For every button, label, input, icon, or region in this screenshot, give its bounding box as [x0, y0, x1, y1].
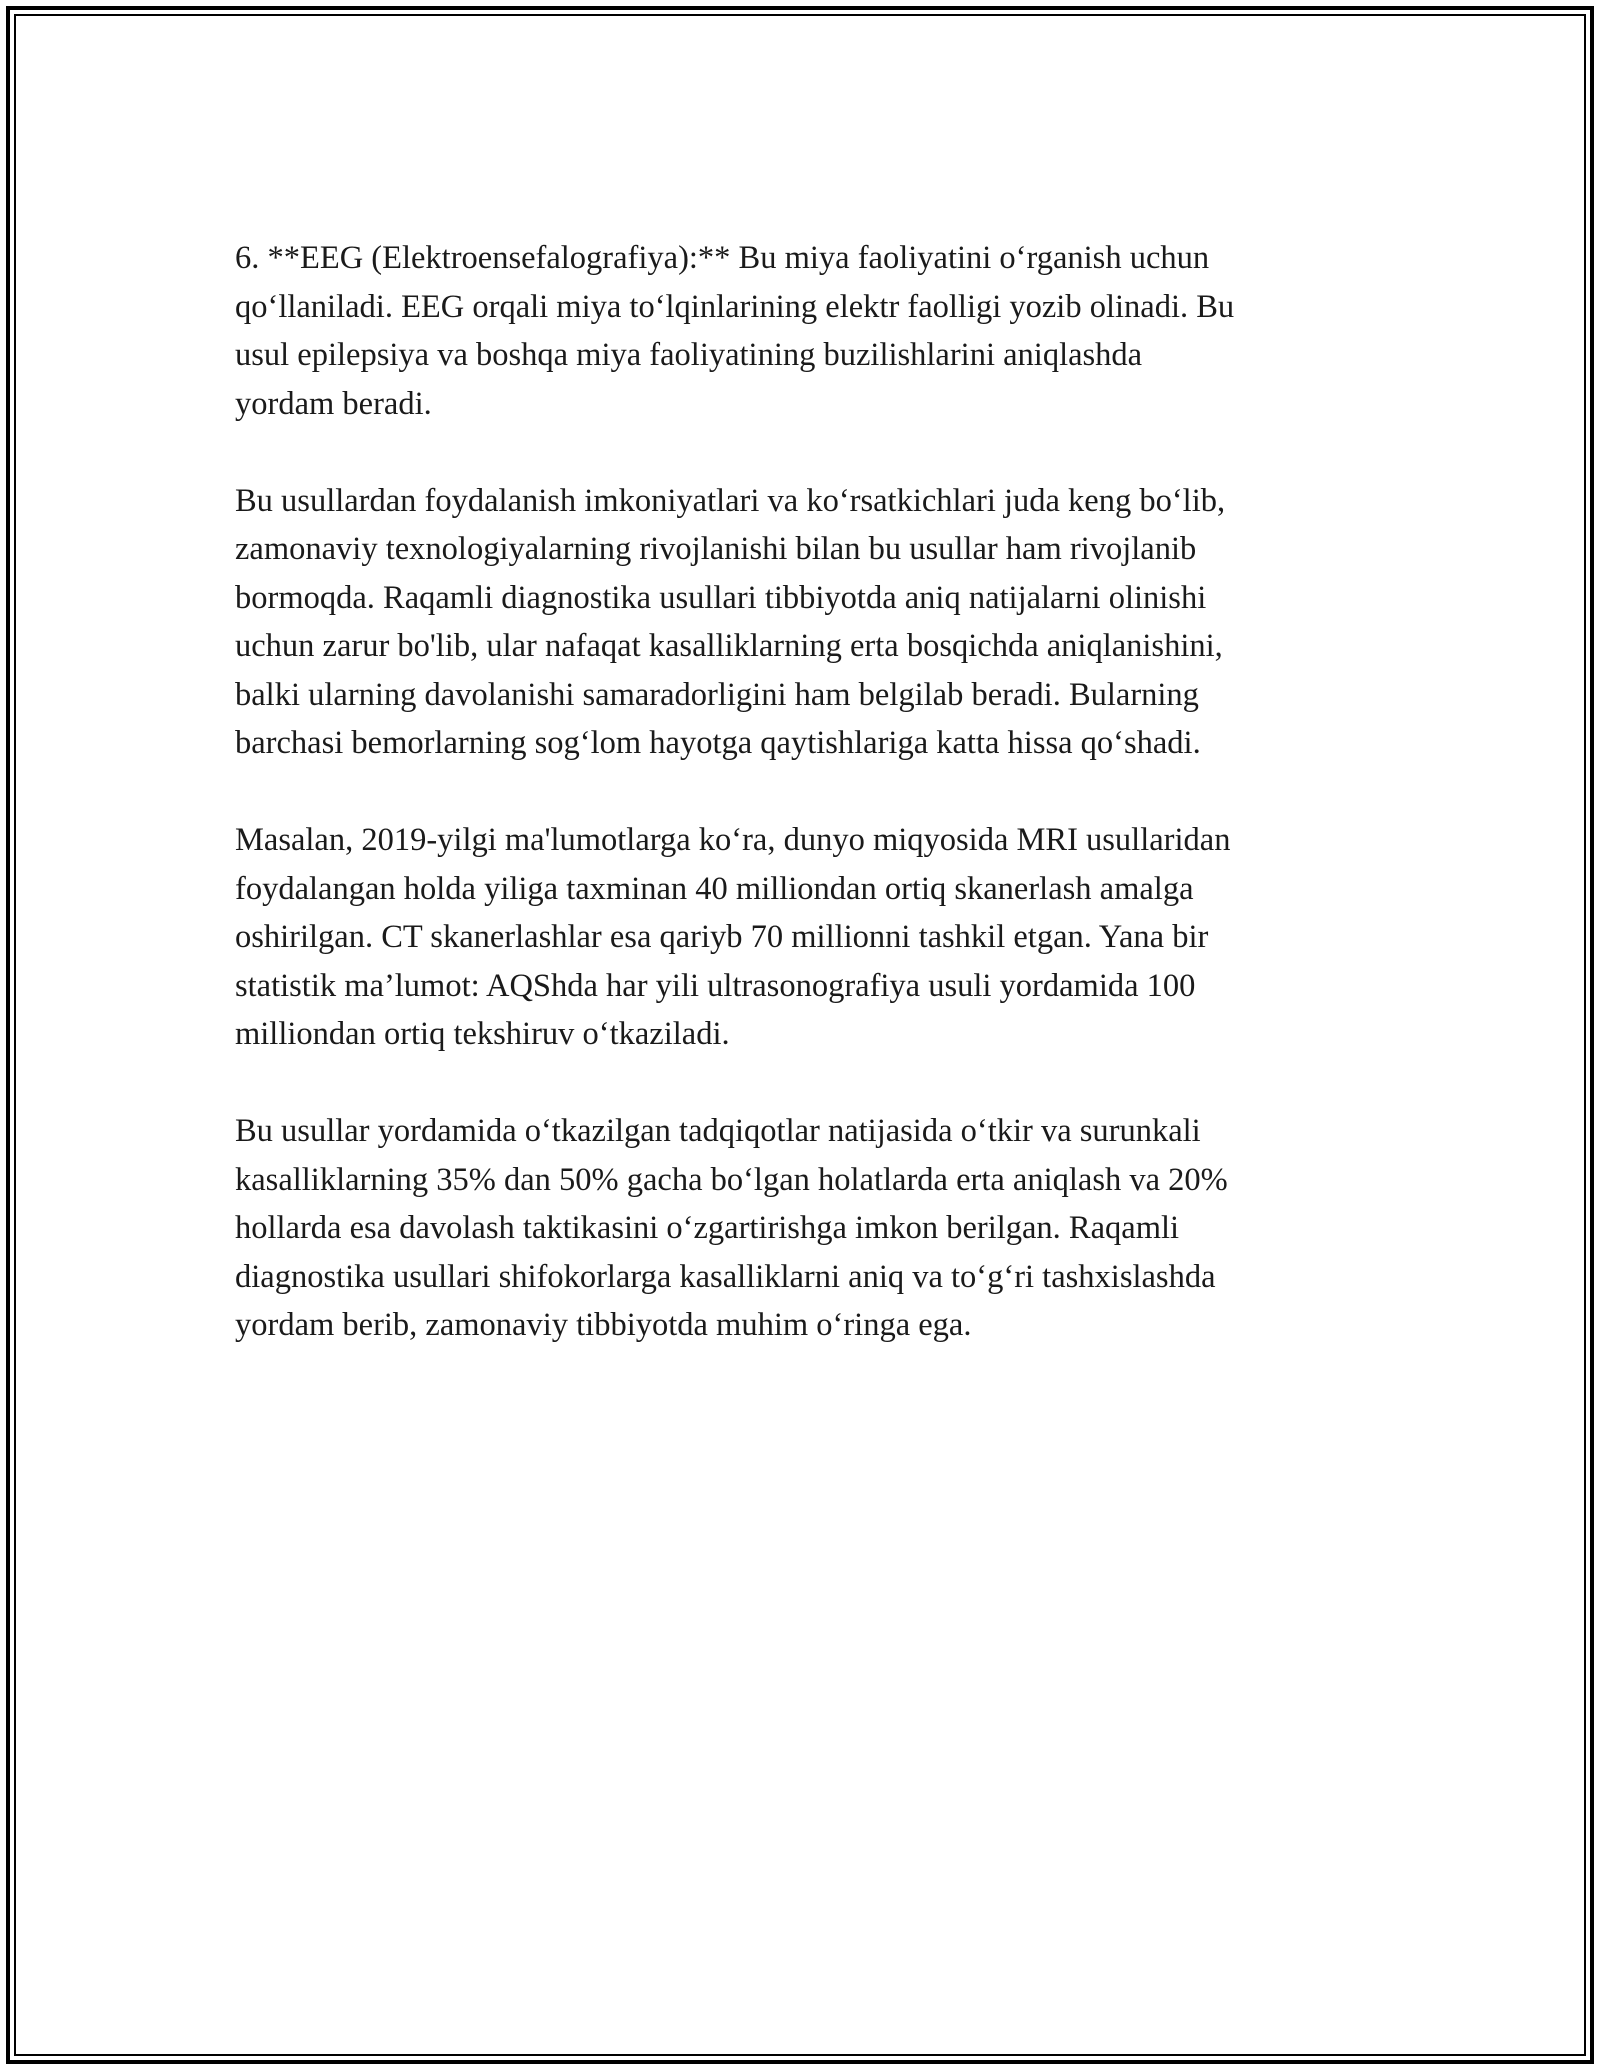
paragraph-usullar-imkoniyatlari: Bu usullardan foydalanish imkoniyatlari va ko‘rsatkichlari juda keng bo‘lib, zamonaviy texnologiyalarning rivojlanishi bilan bu usullar ham rivojlanib bormoqda. Raqamli diagnostika usullari tibbiyotda aniq natijalarni olinishi uchun zarur bo'lib, ular nafaqat kasalliklarning erta bosqichda aniqlanishini, balki ularning davolanishi samaradorligini ham belgilab beradi. Bularning barchasi bemorlarning sog‘lom hayotga qaytishlariga katta hissa qo‘shadi. [235, 482, 1226, 761]
paragraph-statistics: Masalan, 2019-yilgi ma'lumotlarga ko‘ra, dunyo miqyosida MRI usullaridan foydalangan holda yiliga taxminan 40 milliondan ortiq skanerlash amalga oshirilgan. CT skanerlashlar esa qariyb 70 millionni tashkil etgan. Yana bir statistik ma’lumot: AQShda har yili ultrasonografiya usuli yordamida 100 milliondan ortiq tekshiruv o‘tkaziladi. [235, 822, 1231, 1052]
document-body [235, 234, 1395, 1398]
paragraph-research-results: Bu usullar yordamida o‘tkazilgan tadqiqotlar natijasida o‘tkir va surunkali kasalliklarning 35% dan 50% gacha bo‘lgan holatlarda erta aniqlash va 20% hollarda esa davolash taktikasini o‘zgartirishga imkon berilgan. Raqamli diagnostika usullari shifokorlarga kasalliklarni aniq va to‘g‘ri tashxislashda yordam berib, zamonaviy tibbiyotda muhim o‘ringa ega. [235, 1113, 1228, 1343]
paragraph-eeg: 6. **EEG (Elektroensefalografiya):** Bu miya faoliyatini o‘rganish uchun qo‘llaniladi. EEG orqali miya to‘lqinlarining elektr faolligi yozib olinadi. Bu usul epilepsiya va boshqa miya faoliyatining buzilishlarini aniqlashda yordam beradi. [235, 240, 1235, 422]
